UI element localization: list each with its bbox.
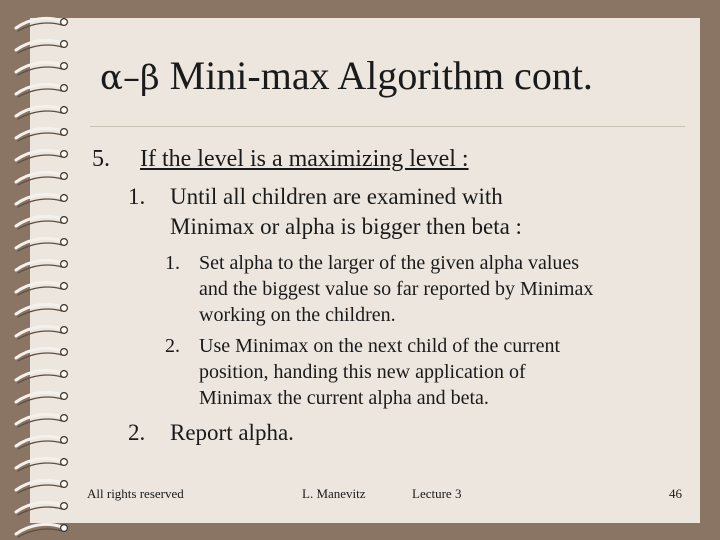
binding-hole <box>61 525 68 532</box>
slide-title <box>100 52 700 99</box>
binding-hole <box>61 261 68 268</box>
subsub-item-2-number: 2. <box>165 335 180 357</box>
title-greek: α–β <box>100 58 160 98</box>
binding-hole <box>61 437 68 444</box>
binding-hole <box>61 85 68 92</box>
binding-hole <box>61 173 68 180</box>
binding-hole <box>61 459 68 466</box>
binding-hole <box>61 239 68 246</box>
footer-lecture: Lecture 3 <box>412 486 462 501</box>
binding-hole <box>61 415 68 422</box>
binding-hole <box>61 129 68 136</box>
binding-hole <box>61 503 68 510</box>
binding-hole <box>61 481 68 488</box>
footer-author: L. Manevitz <box>302 486 366 501</box>
footer-rights: All rights reserved <box>87 486 184 501</box>
binding-hole <box>61 349 68 356</box>
binding-hole <box>61 41 68 48</box>
title-text: Mini-max Algorithm cont. <box>169 53 593 98</box>
footer-page-number: 46 <box>669 486 682 501</box>
step-5-text: If the level is a maximizing level : <box>140 146 469 172</box>
binding-hole <box>61 63 68 70</box>
binding-hole <box>61 151 68 158</box>
binding-hole <box>61 195 68 202</box>
binding-hole <box>61 393 68 400</box>
binding-hole <box>61 305 68 312</box>
binding-hole <box>61 19 68 26</box>
sub-item-2-text: Report alpha. <box>170 420 294 445</box>
subsub-item-1-line-1: Set alpha to the larger of the given alpha values <box>199 252 580 274</box>
subsub-item-1-number: 1. <box>165 252 180 274</box>
sub-item-1-line-1: Until all children are examined with <box>170 184 503 209</box>
binding-hole <box>61 107 68 114</box>
sub-item-2-number: 2. <box>128 420 146 445</box>
sub-item-1-line-2: Minimax or alpha is bigger then beta : <box>170 214 522 239</box>
binding-hole <box>61 283 68 290</box>
subsub-item-2-line-1: Use Minimax on the next child of the current <box>199 335 561 357</box>
sub-item-1-number: 1. <box>128 184 146 209</box>
binding-hole <box>61 327 68 334</box>
title-divider <box>90 126 685 127</box>
subsub-item-1-line-3: working on the children. <box>199 304 396 326</box>
binding-hole <box>61 371 68 378</box>
step-5-number: 5. <box>92 146 110 172</box>
spiral-binding-icon <box>0 0 80 540</box>
subsub-item-1-line-2: and the biggest value so far reported by Minimax <box>199 278 594 300</box>
subsub-item-2-line-3: Minimax the current alpha and beta. <box>199 387 489 409</box>
subsub-item-2-line-2: position, handing this new application of <box>199 361 526 383</box>
binding-hole <box>61 217 68 224</box>
